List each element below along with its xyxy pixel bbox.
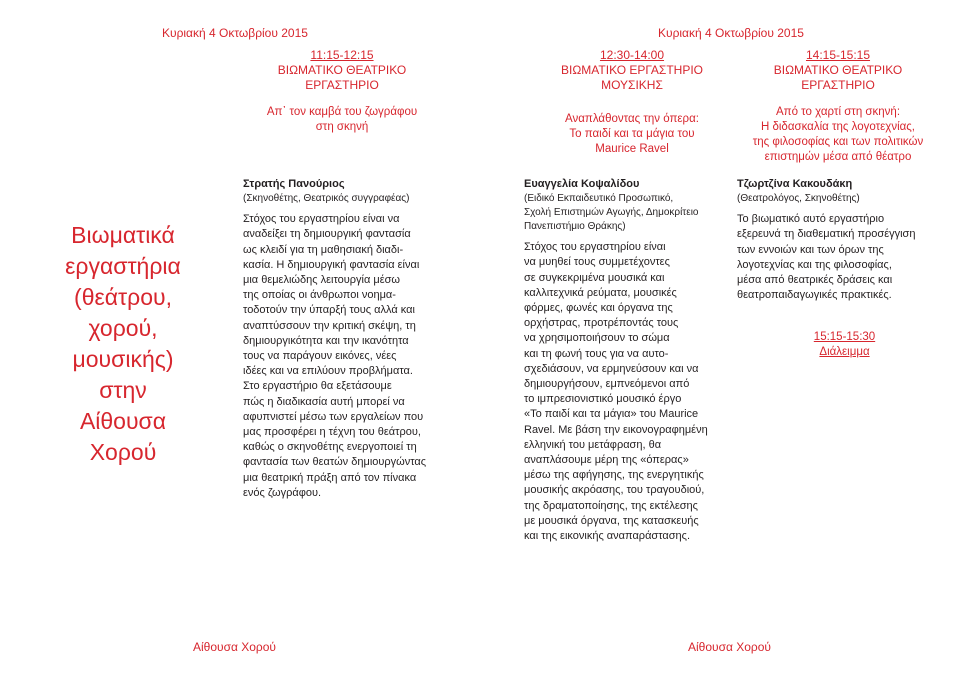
session-title-line1: ΒΙΩΜΑΤΙΚΟ ΘΕΑΤΡΙΚΟ — [773, 63, 903, 77]
session-title-line2: ΜΟΥΣΙΚΗΣ — [601, 78, 663, 92]
session-time: 12:30-14:00 — [599, 48, 665, 62]
facilitator-block-3 — [737, 177, 952, 303]
session-title-line1: ΒΙΩΜΑΤΙΚΟ ΘΕΑΤΡΙΚΟ — [277, 63, 407, 77]
facilitator-description: Στόχος του εργαστηρίου είναι να αναδείξει τη δημιουργική φαντασία ως κλειδί για τη μαθησιακή διαδι- κασία. Η δημιουργική φαντασία είναι μια θεμελιώδης λειτουργία μέσω της οποίας οι άνθρωποι νοημα- τοδοτούν την ύπαρξή τους αλλά και αναπτύσσουν την κριτική σκέψη, τη δημιουργικότητα και την ικανότητα τους να παράγουν εικόνες, νέες ιδέες και να επιλύουν προβλήματα. Στο εργαστήριο θα εξετάσουμε πώς η διαδικασία αυτή μπορεί να αφυπνιστεί μέσω των εργαλείων που μας προσφέρει η τέχνη του θεάτρου, καθώς ο σκηνοθέτης ενεργοποιεί τη φαντασία των θεατών δημιουργώντας μια θεατρική πράξη από τον πίνακα ενός ζωγράφου. — [243, 213, 427, 499]
session-time: 14:15-15:15 — [805, 48, 871, 62]
facilitator-role: (Ειδικό Εκπαιδευτικό Προσωπικό, Σχολή Επιστημών Αγωγής, Δημοκρίτειο Πανεπιστήμιο Θράκης) — [524, 193, 699, 233]
facilitator-name: Τζωρτζίνα Κακουδάκη — [737, 178, 853, 190]
date-right: Κυριακή 4 Οκτωβρίου 2015 — [658, 26, 804, 40]
break-block — [737, 330, 952, 360]
session-title-line2: ΕΡΓΑΣΤΗΡΙΟ — [305, 78, 379, 92]
session-header-3 — [728, 48, 948, 93]
facilitator-name: Στρατής Πανούριος — [243, 178, 345, 190]
facilitator-role: (Θεατρολόγος, Σκηνοθέτης) — [737, 193, 860, 205]
facilitator-role: (Σκηνοθέτης, Θεατρικός συγγραφέας) — [243, 193, 410, 205]
facilitator-description: Στόχος του εργαστηρίου είναι να μυηθεί τους συμμετέχοντες σε συγκεκριμένα μουσικά και καλλιτεχνικά ρεύματα, μουσικές φόρμες, φωνές και όργανα της ορχήστρας, προτρέποντάς τους να χρησιμοποιήσουν το σώμα και τη φωνή τους για να αυτο- σχεδιάσουν, να ερμηνεύσουν και να δημιουργήσουν, εμπνεόμενοι από το ιμπρεσιονιστικό μουσικό έργο «Το παιδί και τα μάγια» του Maurice Ravel. Με βάση την εικονογραφημένη ελληνική του μετάφραση, θα αναπλάσουμε μέρη της «όπερας» μέσω της αφήγησης, της ενεργητικής μουσικής ακρόασης, του τραγουδιού, της δραματοποίησης, της εκτέλεσης με μουσικά όργανα, της κατασκευής και της εικονικής αναπαράστασης. — [524, 241, 708, 543]
footer-right: Αίθουσα Χορού — [688, 640, 771, 654]
footer-left: Αίθουσα Χορού — [193, 640, 276, 654]
side-title: Βιωματικά εργαστήρια (θεάτρου, χορού, μουσικής) στην Αίθουσα Χορού — [65, 222, 181, 465]
session-header-2 — [517, 48, 747, 93]
facilitator-block-1 — [243, 177, 468, 501]
break-label: Διάλειμμα — [819, 346, 870, 358]
facilitator-name: Ευαγγελία Κοψαλίδου — [524, 178, 640, 190]
facilitator-block-2 — [524, 177, 739, 544]
session-title-line1: ΒΙΩΜΑΤΙΚΟ ΕΡΓΑΣΤΗΡΙΟ — [561, 63, 703, 77]
facilitator-description: Το βιωματικό αυτό εργαστήριο εξερευνά τη διαθεματική προσέγγιση των εννοιών και των όρων της λογοτεχνίας και της φιλοσοφίας, μέσα από θεατρικές δράσεις και θεατροπαιδαγωγικές πρακτικές. — [737, 213, 916, 302]
session-subtitle-2: Αναπλάθοντας την όπερα: Το παιδί και τα μάγια του Maurice Ravel — [565, 113, 699, 155]
session-subtitle-3: Από το χαρτί στη σκηνή: Η διδασκαλία της λογοτεχνίας, της φιλοσοφίας και των πολιτικών επιστημών μέσα από θέατρο — [752, 106, 924, 163]
break-time: 15:15-15:30 — [813, 331, 876, 343]
session-time: 11:15-12:15 — [310, 48, 374, 62]
date-left: Κυριακή 4 Οκτωβρίου 2015 — [162, 26, 308, 40]
session-title-line2: ΕΡΓΑΣΤΗΡΙΟ — [801, 78, 875, 92]
session-subtitle-1: Απ᾽ τον καμβά του ζωγράφου στη σκηνή — [266, 106, 418, 133]
session-header-1 — [232, 48, 452, 93]
